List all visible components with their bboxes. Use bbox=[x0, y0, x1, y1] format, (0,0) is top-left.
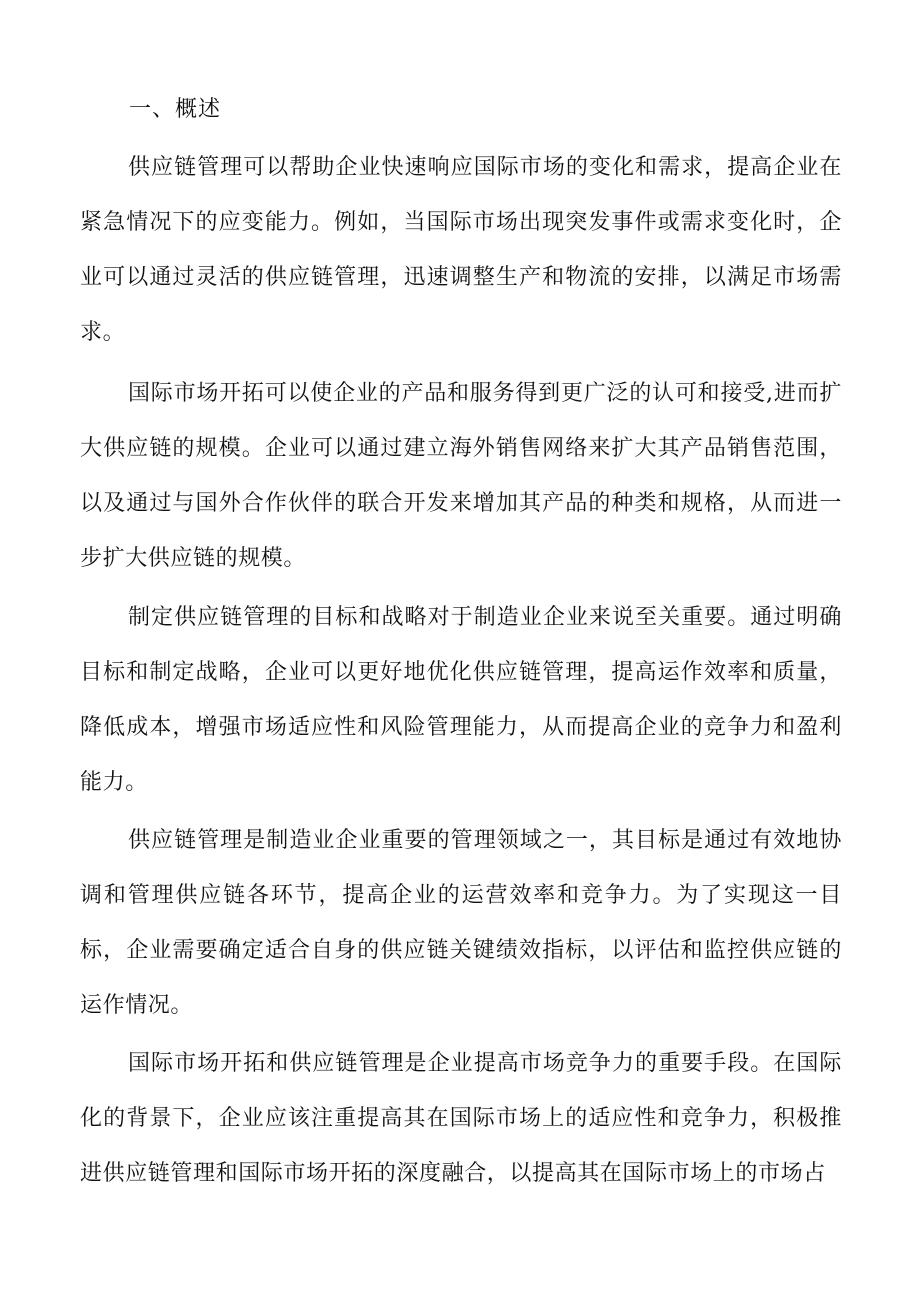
paragraph-1: 供应链管理可以帮助企业快速响应国际市场的变化和需求，提高企业在紧急情况下的应变能力。例如，当国际市场出现突发事件或需求变化时，企业可以通过灵活的供应链管理，迅速调整生产和物流的安排，以满足市场需求。 bbox=[80, 155, 842, 345]
paragraph-5: 国际市场开拓和供应链管理是企业提高市场竞争力的重要手段。在国际化的背景下，企业应该注重提高其在国际市场上的适应性和竞争力，积极推进供应链管理和国际市场开拓的深度融合，以提高其在国际市场上的市场占 bbox=[80, 1051, 842, 1186]
paragraph-4: 供应链管理是制造业企业重要的管理领域之一，其目标是通过有效地协调和管理供应链各环节，提高企业的运营效率和竞争力。为了实现这一目标，企业需要确定适合自身的供应链关键绩效指标，以评估和监控供应链的运作情况。 bbox=[80, 828, 842, 1018]
paragraph-2: 国际市场开拓可以使企业的产品和服务得到更广泛的认可和接受,进而扩大供应链的规模。企业可以通过建立海外销售网络来扩大其产品销售范围，以及通过与国外合作伙伴的联合开发来增加其产品的种类和规格，从而进一步扩大供应链的规模。 bbox=[80, 381, 842, 571]
paragraph-3: 制定供应链管理的目标和战略对于制造业企业来说至关重要。通过明确目标和制定战略，企业可以更好地优化供应链管理，提高运作效率和质量，降低成本，增强市场适应性和风险管理能力，从而提高企业的竞争力和盈利能力。 bbox=[80, 605, 842, 795]
section-heading: 一、概述 bbox=[129, 97, 222, 122]
